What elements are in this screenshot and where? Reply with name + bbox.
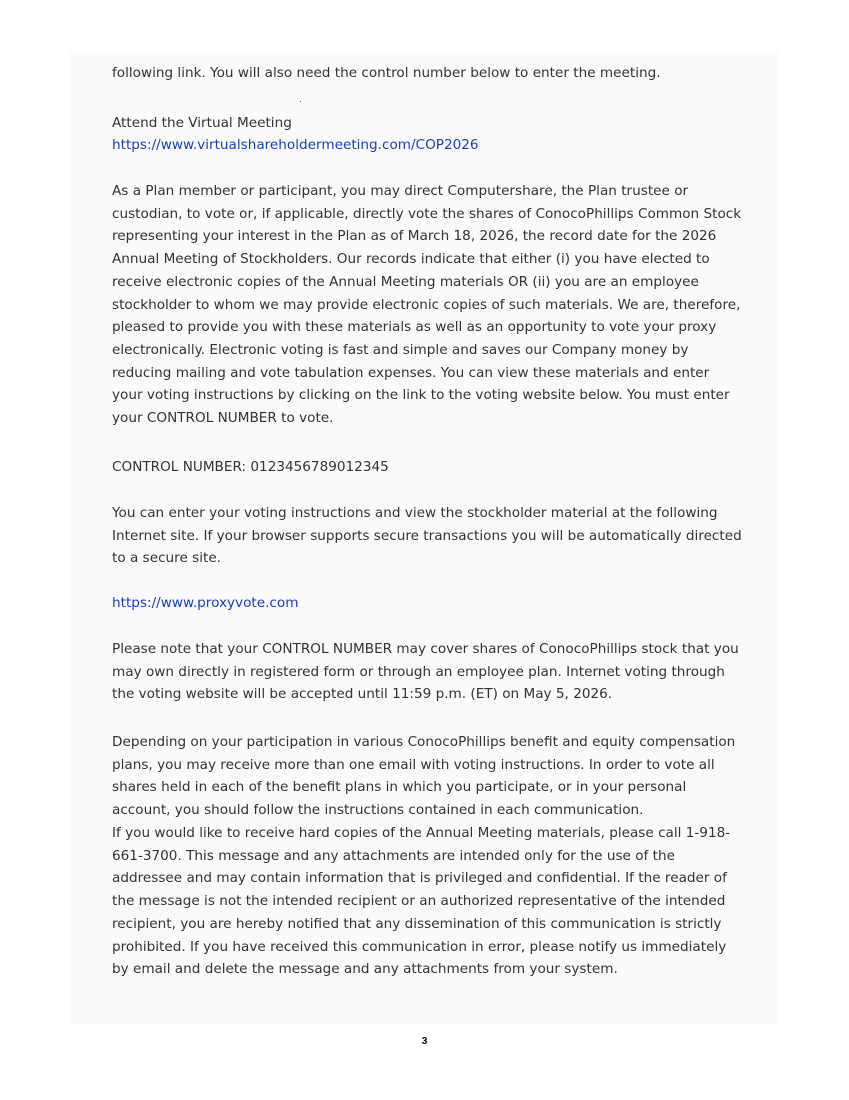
internet-paragraph: You can enter your voting instructions and view the stockholder material at the following Internet site. If your browser supports secure transactions you will be automatically directed to a secure site. xyxy=(112,505,742,567)
note-paragraph: Please note that your CONTROL NUMBER may cover shares of ConocoPhillips stock that you may own directly in registered form or through an employee plan. Internet voting through the voting website will be accepted until 11:59 p.m. (ET) on May 5, 2026. xyxy=(112,641,739,703)
intro-line: following link. You will also need the control number below to enter the meeting. xyxy=(112,65,661,81)
proxyvote-link[interactable]: https://www.proxyvote.com xyxy=(112,595,299,611)
virtual-meeting-heading: Attend the Virtual Meeting xyxy=(112,115,292,131)
hardcopy-paragraph: If you would like to receive hard copies of the Annual Meeting materials, please call 1-918-661-3700. This message and any attachments are intended only for the use of the addressee and may contain information that is privileged and confidential. If the reader of the message is not the intended recipient or an authorized representative of the intended recipient, you are hereby notified that any dissemination of this communication is strictly prohibited. If you have received this communication in error, please notify us immediately by email and delete the message and any attachments from your system. xyxy=(112,825,731,978)
plan-paragraph: As a Plan member or participant, you may direct Computershare, the Plan trustee or custodian, to vote or, if applicable, directly vote the shares of ConocoPhillips Common Stock representing your interest in the Plan as of March 18, 2026, the record date for the 2026 Annual Meeting of Stockholders. Our records indicate that either (i) you have elected to receive electronic copies of the Annual Meeting materials OR (ii) you are an employee stockholder to whom we may provide electronic copies of such materials. We are, therefore, pleased to provide you with these materials as well as an opportunity to vote your proxy electronically. Electronic voting is fast and simple and saves our Company money by reducing mailing and vote tabulation expenses. You can view these materials and enter your voting instructions by clicking on the link to the voting website below. You must enter your CONTROL NUMBER to vote. xyxy=(112,183,742,427)
stray-dot xyxy=(300,101,301,102)
control-number-line: CONTROL NUMBER: 0123456789012345 xyxy=(112,459,389,475)
depending-paragraph: Depending on your participation in various ConocoPhillips benefit and equity compensation plans, you may receive more than one email with voting instructions. In order to vote all shares held in each of the benefit plans in which you participate, or in your personal account, you should follow the instructions contained in each communication. xyxy=(112,734,736,819)
virtual-meeting-link[interactable]: https://www.virtualshareholdermeeting.com/COP2026 xyxy=(112,137,479,153)
page-number: 3 xyxy=(421,1036,428,1047)
